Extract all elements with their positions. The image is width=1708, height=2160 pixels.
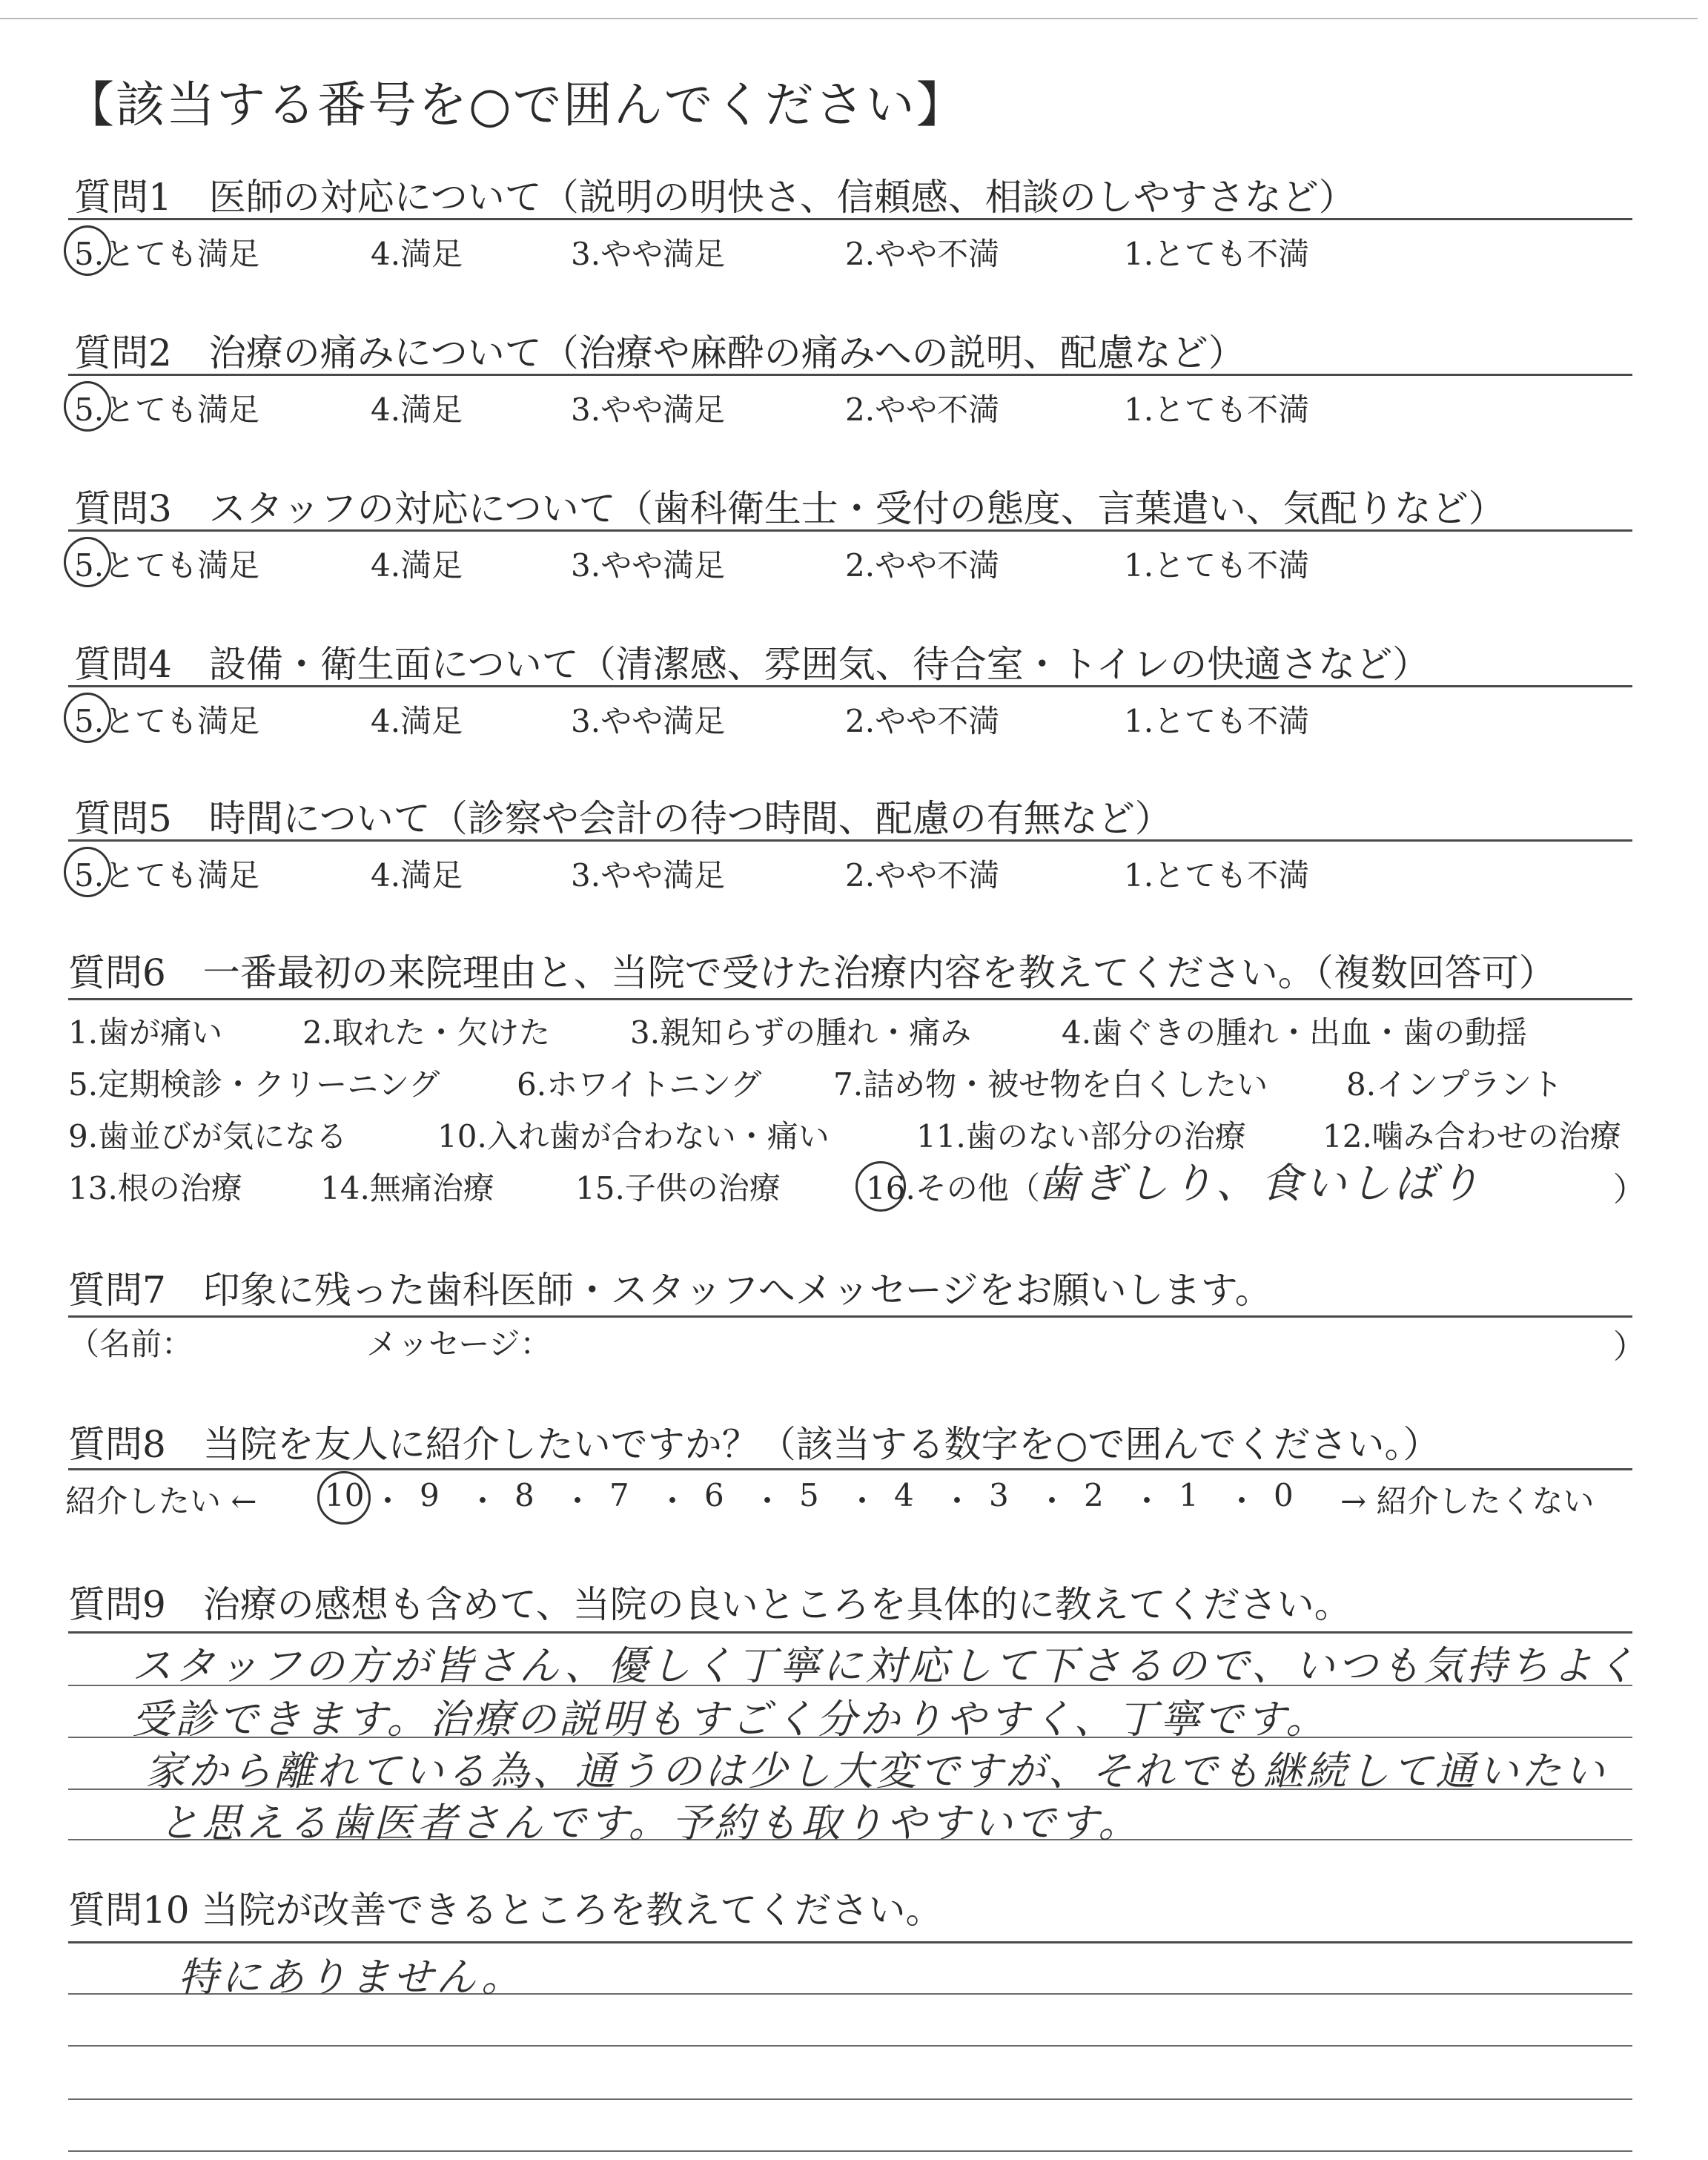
q8-scale-value-8[interactable]: 8 — [514, 1477, 534, 1513]
q5-title: 質問5 時間について（診察や会計の待つ時間、配慮の有無など） — [74, 797, 1172, 840]
q5-option-5[interactable]: 5.とても満足 — [74, 857, 260, 894]
q5-option-4[interactable]: 4.満足 — [371, 857, 463, 894]
q8-scale-separator: ・ — [752, 1483, 784, 1519]
q8-scale-value-7[interactable]: 7 — [609, 1477, 629, 1513]
q3-option-5[interactable]: 5.とても満足 — [74, 547, 260, 584]
q1-option-2[interactable]: 2.やや不満 — [845, 236, 1000, 272]
q7-title: 質問7 印象に残った歯科医師・スタッフへメッセージをお願いします。 — [68, 1269, 1272, 1312]
q10-rule-5 — [68, 2150, 1632, 2152]
q1-option-3[interactable]: 3.やや満足 — [571, 236, 726, 272]
q2-option-3[interactable]: 3.やや満足 — [571, 392, 726, 428]
q4-option-1[interactable]: 1.とても不満 — [1124, 703, 1310, 739]
q2-option-2[interactable]: 2.やや不満 — [845, 392, 1000, 428]
q9-answer-line-2: 受診できます。治療の説明もすごく分かりやすく、丁寧です。 — [132, 1696, 1329, 1743]
q6-option-16[interactable]: 16.その他（ — [866, 1170, 1040, 1206]
q3-option-2[interactable]: 2.やや不満 — [845, 547, 1000, 584]
q9-title: 質問9 治療の感想も含めて、当院の良いところを具体的に教えてください。 — [68, 1583, 1351, 1626]
q1-selection-circle — [64, 225, 111, 276]
q8-scale-separator: ・ — [1036, 1483, 1068, 1519]
q3-rule — [68, 529, 1632, 532]
q4-rule — [68, 685, 1632, 687]
q8-scale-value-4[interactable]: 4 — [894, 1477, 914, 1513]
q4-selection-circle — [64, 693, 111, 743]
q2-option-4[interactable]: 4.満足 — [371, 392, 463, 428]
q8-scale-value-0[interactable]: 0 — [1274, 1477, 1294, 1513]
q6-option-2[interactable]: 2.取れた・欠けた — [302, 1014, 551, 1051]
q5-option-3[interactable]: 3.やや満足 — [571, 857, 726, 894]
q6-selection-circle — [855, 1161, 906, 1212]
q3-option-1[interactable]: 1.とても不満 — [1124, 547, 1310, 584]
q6-rule — [68, 998, 1632, 1000]
q6-option-15[interactable]: 15.子供の治療 — [575, 1170, 781, 1206]
q8-rule — [68, 1468, 1632, 1470]
q3-option-3[interactable]: 3.やや満足 — [571, 547, 726, 584]
q2-title: 質問2 治療の痛みについて（治療や麻酔の痛みへの説明、配慮など） — [74, 331, 1245, 374]
q6-option-11[interactable]: 11.歯のない部分の治療 — [916, 1118, 1246, 1155]
q10-title: 質問10 当院が改善できるところを教えてください。 — [68, 1889, 943, 1932]
q7-name-label: （名前： — [68, 1326, 193, 1362]
q6-close-paren: ） — [1613, 1171, 1646, 1209]
q4-title: 質問4 設備・衛生面について（清潔感、雰囲気、待合室・トイレの快適さなど） — [74, 643, 1430, 686]
page-header: 【該当する番号を○で囲んでください】 — [65, 76, 967, 133]
q6-other-handwriting: 歯ぎしり、食いしばり — [1038, 1160, 1483, 1208]
q1-rule — [68, 218, 1632, 220]
q8-scale-value-9[interactable]: 9 — [420, 1477, 440, 1513]
q7-message-label: メッセージ： — [366, 1326, 552, 1362]
q8-scale-value-10[interactable]: 10 — [325, 1477, 365, 1513]
q8-scale-separator: ・ — [941, 1483, 973, 1519]
q1-option-5[interactable]: 5.とても満足 — [74, 236, 260, 272]
q6-option-3[interactable]: 3.親知らずの腫れ・痛み — [630, 1014, 972, 1051]
q5-rule — [68, 839, 1632, 842]
q6-option-12[interactable]: 12.噛み合わせの治療 — [1323, 1118, 1621, 1155]
q10-rule-3 — [68, 2045, 1632, 2047]
q6-option-8[interactable]: 8.インプラント — [1346, 1066, 1563, 1103]
q8-scale-separator: ・ — [847, 1483, 878, 1519]
q5-option-1[interactable]: 1.とても不満 — [1124, 857, 1310, 894]
q8-scale-separator: ・ — [1131, 1483, 1163, 1519]
q8-scale-separator: ・ — [562, 1483, 594, 1519]
q1-option-1[interactable]: 1.とても不満 — [1124, 236, 1310, 272]
q8-scale-value-1[interactable]: 1 — [1179, 1477, 1199, 1513]
q5-option-2[interactable]: 2.やや不満 — [845, 857, 1000, 894]
q5-selection-circle — [64, 847, 111, 897]
q2-selection-circle — [64, 381, 111, 432]
q2-option-5[interactable]: 5.とても満足 — [74, 392, 260, 428]
q3-title: 質問3 スタッフの対応について（歯科衛生士・受付の態度、言葉遣い、気配りなど） — [74, 487, 1506, 530]
q4-option-4[interactable]: 4.満足 — [371, 703, 463, 739]
q2-option-1[interactable]: 1.とても不満 — [1124, 392, 1310, 428]
q3-selection-circle — [64, 537, 111, 587]
q6-option-10[interactable]: 10.入れ歯が合わない・痛い — [437, 1118, 830, 1155]
q6-option-7[interactable]: 7.詰め物・被せ物を白くしたい — [833, 1066, 1268, 1103]
q4-option-3[interactable]: 3.やや満足 — [571, 703, 726, 739]
q8-left-label: 紹介したい ← — [65, 1483, 257, 1519]
q8-scale-value-3[interactable]: 3 — [989, 1477, 1009, 1513]
q10-answer-line-1: 特にありません。 — [178, 1954, 525, 2001]
q4-option-2[interactable]: 2.やや不満 — [845, 703, 1000, 739]
q7-rule — [68, 1315, 1632, 1318]
q9-answer-line-1: スタッフの方が皆さん、優しく丁寧に対応して下さるので、いつも気持ちよく — [132, 1642, 1639, 1689]
q8-title: 質問8 当院を友人に紹介したいですか？（該当する数字を○で囲んでください。） — [68, 1423, 1440, 1466]
q9-answer-line-4: と思える歯医者さんです。予約も取りやすいです。 — [159, 1800, 1142, 1846]
q8-scale-separator: ・ — [467, 1483, 499, 1519]
q8-selection-circle — [317, 1471, 371, 1525]
page-top-edge — [0, 18, 1698, 19]
q10-rule-4 — [68, 2098, 1632, 2100]
q8-right-label: → 紹介したくない — [1340, 1483, 1595, 1519]
q8-scale-value-2[interactable]: 2 — [1084, 1477, 1104, 1513]
q8-scale-separator: ・ — [372, 1483, 404, 1519]
q6-option-4[interactable]: 4.歯ぐきの腫れ・出血・歯の動揺 — [1062, 1014, 1528, 1051]
q6-option-5[interactable]: 5.定期検診・クリーニング — [68, 1066, 440, 1103]
q6-option-14[interactable]: 14.無痛治療 — [320, 1170, 494, 1206]
q9-answer-line-3: 家から離れている為、通うのは少し大変ですが、それでも継続して通いたい — [145, 1748, 1607, 1794]
q10-rule-1 — [68, 1941, 1632, 1943]
q8-scale-value-6[interactable]: 6 — [704, 1477, 724, 1513]
q7-close-paren: ） — [1613, 1328, 1646, 1366]
q1-title: 質問1 医師の対応について（説明の明快さ、信頼感、相談のしやすさなど） — [74, 176, 1356, 219]
q6-option-1[interactable]: 1.歯が痛い — [68, 1014, 223, 1051]
q4-option-5[interactable]: 5.とても満足 — [74, 703, 260, 739]
q3-option-4[interactable]: 4.満足 — [371, 547, 463, 584]
q1-option-4[interactable]: 4.満足 — [371, 236, 463, 272]
q6-option-6[interactable]: 6.ホワイトニング — [517, 1066, 762, 1103]
q2-rule — [68, 374, 1632, 376]
q6-option-9[interactable]: 9.歯並びが気になる — [68, 1118, 348, 1155]
q6-option-13[interactable]: 13.根の治療 — [68, 1170, 242, 1206]
q8-scale-separator: ・ — [1226, 1483, 1258, 1519]
q8-scale-value-5[interactable]: 5 — [799, 1477, 819, 1513]
q8-scale-separator: ・ — [657, 1483, 689, 1519]
q9-rule-1 — [68, 1631, 1632, 1634]
q6-title: 質問6 一番最初の来院理由と、当院で受けた治療内容を教えてください。（複数回答可） — [68, 951, 1556, 994]
